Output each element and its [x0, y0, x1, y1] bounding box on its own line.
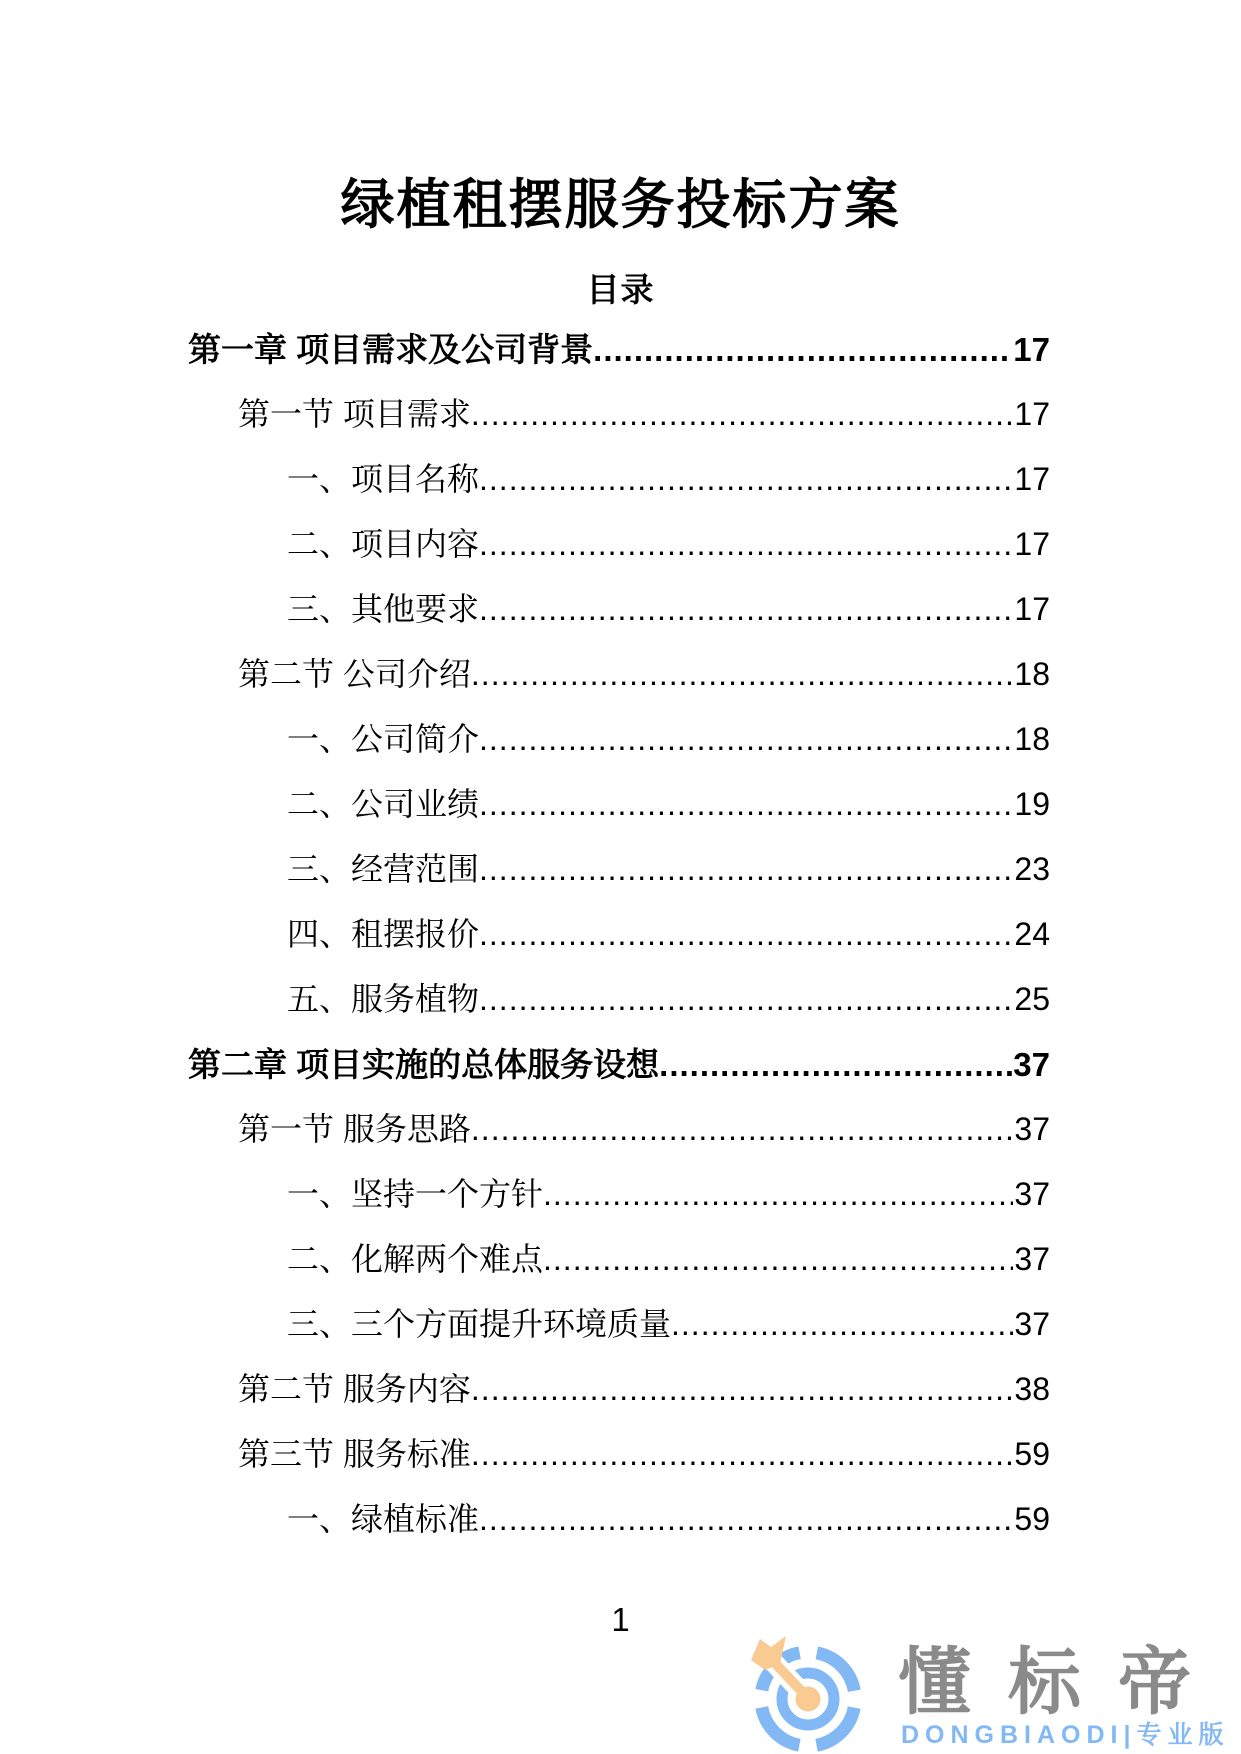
- toc-entry-label: 一、公司简介: [287, 721, 480, 757]
- toc-leader-dots: [471, 1422, 1014, 1487]
- toc-entry-label: 三、经营范围: [287, 851, 480, 887]
- toc-leader-dots: [479, 1487, 1013, 1552]
- toc-leader-dots: [543, 1227, 1013, 1292]
- watermark-edition-badge: 专业版: [1136, 1721, 1230, 1749]
- table-of-contents: [188, 317, 1050, 1552]
- toc-entry-page: 59: [1014, 1436, 1050, 1472]
- toc-entry-label: 一、项目名称: [287, 461, 480, 497]
- dongbiaodi-target-logo-icon: [747, 1633, 865, 1754]
- toc-entry-label: 第一章 项目需求及公司背景: [188, 331, 594, 368]
- toc-entry-label: 三、其他要求: [287, 591, 480, 627]
- toc-leader-dots: [671, 1292, 1013, 1357]
- toc-entry-label: 一、绿植标准: [287, 1501, 480, 1537]
- toc-leader-dots: [479, 577, 1013, 642]
- toc-entry-page: 37: [1014, 1176, 1050, 1212]
- toc-leader-dots: [479, 512, 1013, 577]
- toc-heading: 目录: [586, 271, 655, 308]
- toc-leader-dots: [479, 902, 1013, 967]
- toc-entry-page: 25: [1014, 981, 1050, 1017]
- toc-entry-label: 二、公司业绩: [287, 786, 480, 822]
- toc-entry-label: 第二节 服务内容: [238, 1371, 471, 1407]
- toc-leader-dots: [659, 1032, 1012, 1097]
- watermark-brand-name: 懂标帝: [898, 1642, 1228, 1723]
- toc-leader-dots: [471, 382, 1014, 447]
- watermark-brand-line: [901, 1720, 1230, 1750]
- toc-entry: [188, 642, 1050, 707]
- toc-entry: [188, 772, 1050, 837]
- toc-entry: [188, 1357, 1050, 1422]
- toc-entry-label: 二、项目内容: [287, 526, 480, 562]
- toc-entry: [188, 967, 1050, 1032]
- toc-entry: [188, 1097, 1050, 1162]
- toc-entry-page: 37: [1014, 1241, 1050, 1277]
- toc-entry: [188, 1292, 1050, 1357]
- toc-entry-page: 23: [1014, 851, 1050, 887]
- toc-entry: [188, 707, 1050, 772]
- page-number: 1: [611, 1601, 630, 1638]
- toc-leader-dots: [479, 772, 1013, 837]
- toc-entry-label: 五、服务植物: [287, 981, 480, 1017]
- toc-entry-page: 19: [1014, 786, 1050, 822]
- toc-entry: [188, 317, 1050, 382]
- watermark-separator: |: [1123, 1721, 1137, 1749]
- toc-entry-page: 17: [1014, 396, 1050, 432]
- toc-entry-page: 37: [1013, 1046, 1050, 1083]
- toc-entry: [188, 902, 1050, 967]
- toc-entry: [188, 837, 1050, 902]
- toc-entry: [188, 1227, 1050, 1292]
- document-title: 绿植租摆服务投标方案: [340, 175, 901, 235]
- toc-entry-page: 18: [1014, 721, 1050, 757]
- toc-entry-page: 18: [1014, 656, 1050, 692]
- toc-leader-dots: [471, 642, 1014, 707]
- toc-entry-page: 37: [1014, 1306, 1050, 1342]
- toc-leader-dots: [479, 447, 1013, 512]
- toc-entry-label: 四、租摆报价: [287, 916, 480, 952]
- toc-entry-label: 第一节 项目需求: [238, 396, 471, 432]
- toc-entry-label: 第二章 项目实施的总体服务设想: [188, 1046, 660, 1083]
- toc-entry-page: 17: [1014, 591, 1050, 627]
- toc-entry-page: 17: [1014, 461, 1050, 497]
- toc-entry-label: 一、坚持一个方针: [287, 1176, 544, 1212]
- toc-entry-page: 24: [1014, 916, 1050, 952]
- toc-leader-dots: [471, 1097, 1014, 1162]
- toc-entry-label: 二、化解两个难点: [287, 1241, 544, 1277]
- toc-entry-page: 17: [1013, 331, 1050, 368]
- toc-leader-dots: [479, 967, 1013, 1032]
- toc-entry-page: 59: [1014, 1501, 1050, 1537]
- toc-leader-dots: [593, 317, 1012, 382]
- toc-entry: [188, 1032, 1050, 1097]
- watermark-brand-en: DONGBIAODI: [901, 1721, 1124, 1749]
- toc-entry-page: 38: [1014, 1371, 1050, 1407]
- toc-leader-dots: [471, 1357, 1014, 1422]
- toc-entry-label: 第三节 服务标准: [238, 1436, 471, 1472]
- toc-entry: [188, 1162, 1050, 1227]
- toc-entry: [188, 447, 1050, 512]
- toc-entry-page: 37: [1014, 1111, 1050, 1147]
- toc-entry-label: 第一节 服务思路: [238, 1111, 471, 1147]
- toc-entry-label: 三、三个方面提升环境质量: [287, 1306, 672, 1342]
- toc-entry: [188, 1422, 1050, 1487]
- toc-entry-label: 第二节 公司介绍: [238, 656, 471, 692]
- toc-leader-dots: [479, 707, 1013, 772]
- toc-entry-page: 17: [1014, 526, 1050, 562]
- toc-entry: [188, 512, 1050, 577]
- toc-leader-dots: [479, 837, 1013, 902]
- toc-entry: [188, 577, 1050, 642]
- toc-entry: [188, 382, 1050, 447]
- toc-leader-dots: [543, 1162, 1013, 1227]
- toc-entry: [188, 1487, 1050, 1552]
